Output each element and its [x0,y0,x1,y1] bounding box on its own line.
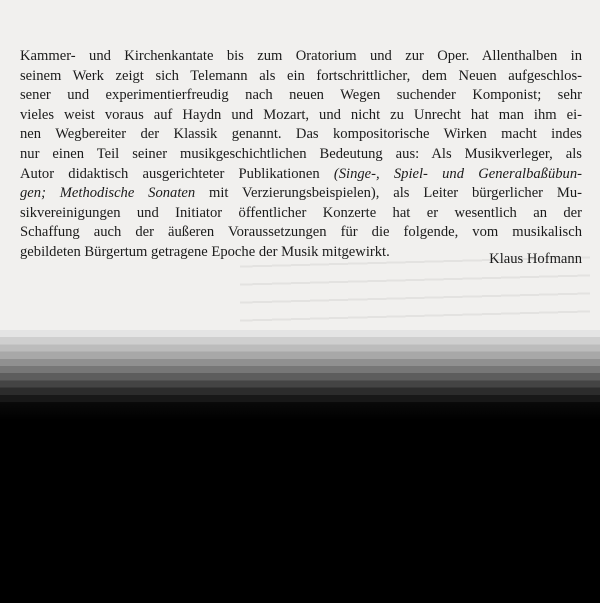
text-line: seinem Werk zeigt sich Telemann als ein fortschrittlicher, dem Neuen aufgeschlos- [20,67,582,84]
body-paragraph [20,47,582,263]
author-signature: Klaus Hofmann [489,251,582,267]
text-line: nen Wegbereiter der Klassik genannt. Das kompositorische Wirken macht indes [20,126,582,143]
text-segment: mit Verzierungsbeispielen), als Leiter bürgerlicher Mu- [209,185,582,202]
text-line: sikvereinigungen und Initiator öffentlicher Konzerte hat er wesentlich an der [20,204,582,221]
text-line [20,165,582,185]
italic-title: gen; Methodische Sonaten [20,185,196,202]
text-line: nur einen Teil seiner musikgeschichtlichen Bedeutung aus: Als Musikverleger, als [20,145,582,162]
text-line: Schaffung auch der äußeren Voraussetzungen für die folgende, vom musikalisch [20,224,582,241]
italic-title: (Singe-, Spiel- und Generalbaßübun- [333,165,583,182]
scan-gradient-band [0,330,600,420]
text-line [20,184,582,204]
text-line: vieles weist voraus auf Haydn und Mozart, und nicht zu Unrecht hat man ihm ei- [20,106,582,123]
text-line: sener und experimentierfreudig nach neuen Wegen suchender Komponist; sehr [20,87,582,104]
scan-dark-area [0,420,600,603]
text-line: Kammer- und Kirchenkantate bis zum Oratorium und zur Oper. Allenthalben in [20,48,582,64]
text-segment: Autor didaktisch ausgerichteter Publikationen [20,165,320,182]
text-line: gebildeten Bürgertum getragene Epoche der Musik mitgewirkt. [20,243,390,260]
